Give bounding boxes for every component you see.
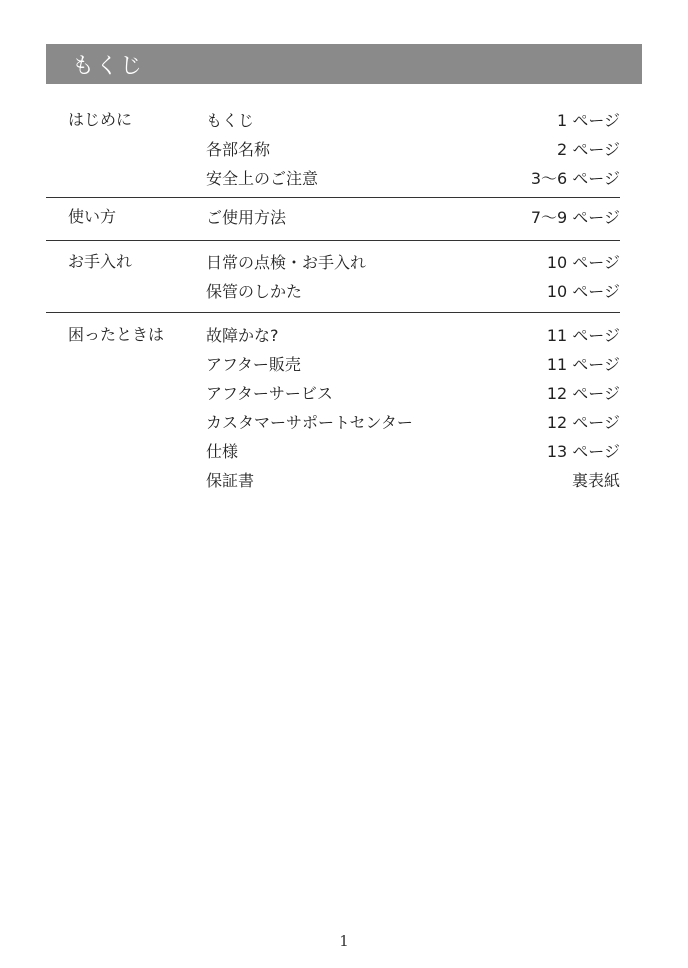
entry-page: 12 ページ (546, 413, 620, 432)
entry-page: 12 ページ (546, 384, 620, 403)
entry-page: 11 ページ (546, 326, 620, 345)
section-category: 使い方 (68, 207, 117, 226)
toc-section-usage (46, 198, 620, 241)
toc-section-intro (46, 105, 620, 198)
entry-page: 7〜9 ページ (530, 208, 620, 227)
toc-entry[interactable] (68, 436, 620, 465)
entry-label: 保証書 (206, 471, 255, 490)
entry-label: 保管のしかた (206, 282, 303, 301)
entry-label: ご使用方法 (206, 208, 287, 227)
toc-entry[interactable] (68, 202, 620, 231)
toc-entry[interactable] (68, 407, 620, 436)
entry-label: 日常の点検・お手入れ (206, 253, 367, 272)
entry-label: 故障かな? (206, 326, 279, 345)
toc-entry[interactable] (68, 247, 620, 276)
toc-entry[interactable] (68, 465, 620, 494)
title-bar (46, 44, 642, 84)
page-title: もくじ (72, 53, 145, 79)
section-category: お手入れ (68, 252, 133, 271)
entry-page: 2 ページ (557, 140, 620, 159)
entry-page: 3〜6 ページ (530, 169, 620, 188)
table-of-contents (46, 105, 620, 494)
entry-page: 13 ページ (546, 442, 620, 461)
toc-entry[interactable] (68, 349, 620, 378)
entry-label: 安全上のご注意 (206, 169, 319, 188)
entry-label: もくじ (206, 111, 255, 130)
toc-section-care (46, 241, 620, 313)
toc-entry[interactable] (68, 163, 620, 192)
toc-entry[interactable] (68, 276, 620, 305)
entry-page: 10 ページ (546, 282, 620, 301)
entry-label: 仕様 (206, 442, 239, 461)
section-category: 困ったときは (68, 325, 165, 344)
entry-page: 10 ページ (546, 253, 620, 272)
entry-page: 1 ページ (557, 111, 620, 130)
entry-label: カスタマーサポートセンター (206, 413, 413, 432)
section-category: はじめに (68, 110, 133, 129)
entry-label: 各部名称 (206, 140, 271, 159)
toc-entry[interactable] (68, 378, 620, 407)
entry-label: アフター販売 (206, 355, 301, 374)
entry-label: アフターサービス (206, 384, 333, 403)
entry-page: 11 ページ (546, 355, 620, 374)
toc-entry[interactable] (68, 134, 620, 163)
toc-entry[interactable] (68, 105, 620, 134)
page-number: 1 (339, 932, 349, 950)
toc-section-troubleshooting (46, 313, 620, 494)
entry-page: 裏表紙 (571, 471, 620, 490)
